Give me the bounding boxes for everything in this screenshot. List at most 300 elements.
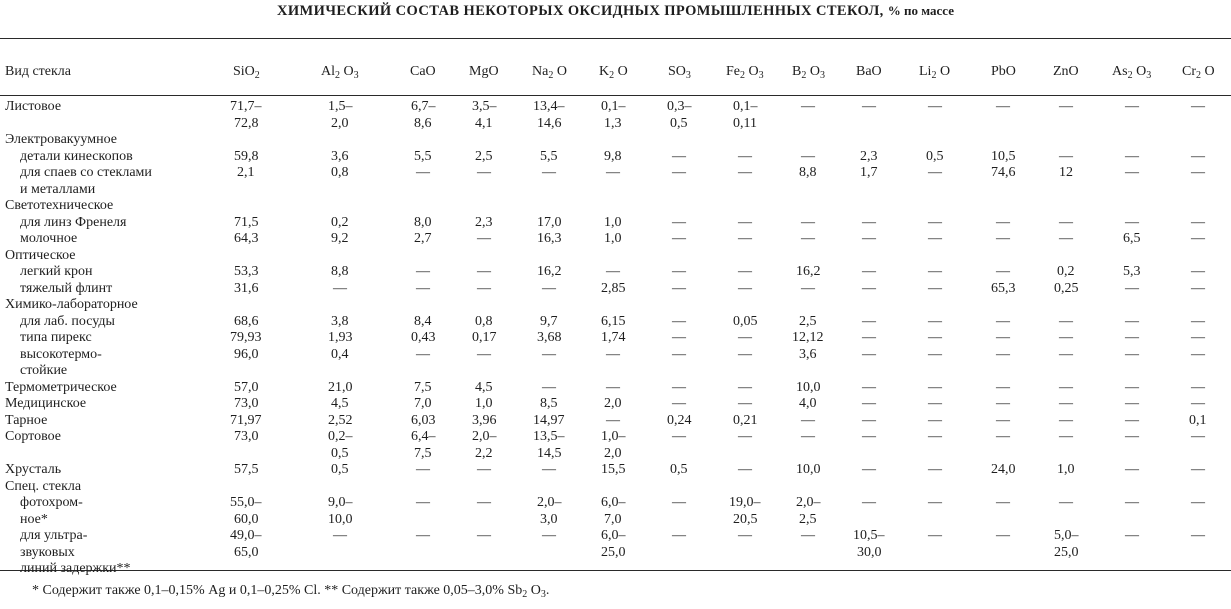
table-cell: — — [862, 379, 876, 395]
footnote-text-end: . — [545, 583, 550, 598]
table-cell: — — [1191, 214, 1205, 230]
table-cell: 10,5– — [853, 528, 885, 543]
table-cell: — — [477, 280, 491, 296]
table-row — [0, 479, 1231, 495]
table-cell: 9,7 — [540, 313, 558, 329]
table-cell: — — [477, 528, 491, 543]
table-cell: — — [672, 214, 686, 230]
table-cell: — — [416, 462, 430, 477]
table-cell: — — [862, 429, 876, 444]
table-cell: 0,3– — [667, 99, 692, 114]
table-cell: — — [416, 346, 430, 362]
table-cell: 12 — [1059, 165, 1073, 180]
table-row — [0, 215, 1231, 231]
column-header-oxide — [410, 64, 436, 80]
column-header-oxide — [792, 64, 825, 80]
column-header-oxide — [726, 64, 764, 80]
row-label: Листовое — [5, 99, 62, 114]
table-cell: — — [738, 346, 752, 362]
table-cell: — — [801, 412, 815, 428]
table-cell: — — [672, 330, 686, 345]
table-cell: 0,43 — [411, 330, 436, 345]
table-row — [0, 330, 1231, 346]
table-cell: — — [862, 280, 876, 296]
oxide-symbol: O — [1201, 64, 1215, 79]
table-cell: — — [606, 264, 620, 279]
table-cell: 5,3 — [1123, 264, 1141, 279]
table-cell: — — [606, 412, 620, 428]
oxide-subscript: 2 — [1127, 70, 1133, 81]
table-cell: 96,0 — [234, 346, 259, 362]
table-cell: — — [1191, 280, 1205, 296]
table-cell: 0,17 — [472, 330, 497, 345]
table-cell: — — [606, 346, 620, 362]
table-cell: — — [1059, 396, 1073, 411]
row-label: Спец. стекла — [5, 478, 82, 494]
table-cell: — — [928, 346, 942, 362]
table-cell: — — [928, 379, 942, 395]
table-cell: 72,8 — [234, 115, 259, 131]
column-header-oxide — [1182, 64, 1215, 80]
oxide-symbol: As — [1112, 64, 1128, 79]
table-cell: — — [542, 379, 556, 395]
table-cell: 79,93 — [230, 330, 262, 345]
table-cell: 19,0– — [729, 495, 761, 510]
table-cell: — — [333, 280, 347, 296]
table-cell: — — [801, 148, 815, 164]
table-cell: — — [672, 148, 686, 164]
oxide-subscript: 3 — [1146, 70, 1152, 81]
column-header-oxide — [1053, 64, 1079, 80]
table-cell: 14,97 — [533, 412, 565, 428]
table-cell: 0,1 — [1189, 412, 1207, 428]
table-cell: — — [862, 412, 876, 428]
table-cell: 7,5 — [414, 379, 432, 395]
row-label: Хрусталь — [5, 462, 62, 477]
table-cell: 10,0 — [796, 462, 821, 477]
table-cell: — — [801, 280, 815, 296]
table-cell: 2,85 — [601, 280, 626, 296]
table-cell: 2,0 — [331, 115, 349, 131]
table-cell: — — [1191, 165, 1205, 180]
table-cell: — — [738, 462, 752, 477]
table-cell: 20,5 — [733, 511, 758, 527]
table-cell: — — [1125, 429, 1139, 444]
table-cell: 1,0 — [604, 214, 622, 230]
table-cell: — — [738, 231, 752, 246]
row-label: и металлами — [20, 181, 96, 197]
oxide-symbol: BaO — [856, 64, 882, 79]
table-cell: — — [801, 429, 815, 444]
table-cell: 60,0 — [234, 511, 259, 527]
table-cell: 31,6 — [234, 280, 259, 296]
table-cell: — — [542, 462, 556, 477]
table-cell: — — [1191, 264, 1205, 279]
table-cell: 10,5 — [991, 148, 1016, 164]
table-cell: 3,0 — [540, 511, 558, 527]
table-title-main: ХИМИЧЕСКИЙ СОСТАВ НЕКОТОРЫХ ОКСИДНЫХ ПРОМЫШЛЕННЫХ СТЕКОЛ, — [277, 3, 884, 19]
table-cell: — — [996, 231, 1010, 246]
table-cell: — — [1125, 280, 1139, 296]
column-header-oxide — [668, 64, 691, 80]
table-cell: 3,6 — [799, 346, 817, 362]
table-cell: 0,4 — [331, 346, 349, 362]
table-cell: 25,0 — [601, 544, 626, 560]
oxide-symbol: K — [599, 64, 610, 79]
table-cell: 1,7 — [860, 165, 878, 180]
oxide-subscript: 2 — [548, 70, 554, 81]
table-cell: — — [416, 528, 430, 543]
table-cell: — — [1191, 148, 1205, 164]
table-cell: 8,8 — [799, 165, 817, 180]
table-cell: 1,74 — [601, 330, 626, 345]
table-cell: — — [672, 280, 686, 296]
table-cell: 21,0 — [328, 379, 353, 395]
table-cell: — — [672, 396, 686, 411]
table-cell: — — [1191, 495, 1205, 510]
row-label: фотохром- — [20, 495, 83, 510]
table-cell: 59,8 — [234, 148, 259, 164]
table-cell: — — [928, 165, 942, 180]
table-cell: 0,05 — [733, 313, 758, 329]
table-cell: — — [1125, 99, 1139, 114]
table-row — [0, 413, 1231, 429]
table-cell: 0,5 — [331, 445, 349, 461]
table-cell: — — [1059, 148, 1073, 164]
row-label: Химико-лабораторное — [5, 297, 138, 312]
row-label: для лаб. посуды — [20, 313, 115, 329]
table-cell: 9,0– — [328, 495, 353, 510]
row-label: Сортовое — [5, 429, 61, 444]
table-cell: 0,2 — [1057, 264, 1075, 279]
table-cell: — — [862, 264, 876, 279]
table-cell: — — [1125, 214, 1139, 230]
oxide-subscript: 2 — [254, 70, 260, 81]
table-cell: 14,6 — [537, 115, 562, 131]
table-cell: — — [862, 214, 876, 230]
table-cell: 0,1– — [733, 99, 758, 114]
table-cell: 65,3 — [991, 280, 1016, 296]
table-cell: 2,5 — [799, 511, 817, 527]
table-cell: 2,0– — [472, 429, 497, 444]
table-cell: 71,5 — [234, 214, 259, 230]
table-cell: — — [1059, 379, 1073, 395]
table-cell: — — [1125, 462, 1139, 477]
table-cell: 2,5 — [475, 148, 493, 164]
table-cell: 0,5 — [670, 462, 688, 477]
table-cell: — — [1125, 346, 1139, 362]
table-cell: — — [1191, 379, 1205, 395]
oxide-symbol: O — [936, 64, 951, 79]
oxide-subscript: 2 — [740, 70, 745, 81]
table-cell: — — [1059, 346, 1073, 362]
table-cell: — — [1125, 412, 1139, 428]
table-cell: — — [928, 396, 942, 411]
table-cell: 2,0– — [796, 495, 821, 510]
table-cell: — — [928, 313, 942, 329]
oxide-symbol: Cr — [1182, 64, 1196, 79]
footnote-text: * Содержит также 0,1–0,15% Ag и 0,1–0,25% Cl. ** Содержит также 0,05–3,0% Sb — [32, 583, 523, 598]
table-cell: 1,0 — [1057, 462, 1075, 477]
table-cell: — — [542, 346, 556, 362]
table-cell: 13,5– — [533, 429, 565, 444]
table-row — [0, 99, 1231, 115]
table-cell: 3,8 — [331, 313, 349, 329]
oxide-subscript: 2 — [1196, 70, 1201, 81]
oxide-subscript: 3 — [819, 70, 825, 81]
table-cell: — — [672, 264, 686, 279]
table-cell: — — [1191, 396, 1205, 411]
table-cell: 14,5 — [537, 445, 562, 461]
oxide-symbol: SO — [668, 64, 686, 79]
table-cell: — — [996, 396, 1010, 411]
row-label: Термометрическое — [5, 379, 117, 395]
table-cell: 64,3 — [234, 231, 259, 246]
oxide-symbol: SiO — [233, 64, 255, 79]
table-cell: 1,0– — [601, 429, 626, 444]
table-cell: — — [928, 330, 942, 345]
table-cell: 7,0 — [604, 511, 622, 527]
oxide-symbol: O — [553, 64, 567, 79]
oxide-symbol: O — [340, 64, 354, 79]
table-cell: 0,5 — [331, 462, 349, 477]
table-cell: — — [1191, 528, 1205, 543]
footnote-sub2: 3 — [540, 589, 546, 600]
table-cell: — — [672, 346, 686, 362]
table-cell: — — [1059, 429, 1073, 444]
row-label: ное* — [20, 511, 48, 527]
oxide-symbol: Fe — [726, 64, 740, 79]
table-cell: — — [928, 528, 942, 543]
table-row — [0, 495, 1231, 511]
table-cell: 2,5 — [799, 313, 817, 329]
table-cell: — — [1125, 165, 1139, 180]
table-cell: 2,3 — [860, 148, 878, 164]
oxide-symbol: MgO — [469, 64, 499, 79]
table-cell: 2,0 — [604, 396, 622, 411]
table-row — [0, 462, 1231, 478]
table-cell: 8,5 — [540, 396, 558, 411]
header-rule — [0, 95, 1231, 96]
table-row — [0, 264, 1231, 280]
table-cell: 3,6 — [331, 148, 349, 164]
footnote-sub1: 2 — [522, 589, 528, 600]
table-cell: — — [738, 528, 752, 543]
table-cell: — — [928, 412, 942, 428]
table-cell: — — [928, 280, 942, 296]
row-label: звуковых — [20, 544, 75, 560]
table-cell: — — [928, 264, 942, 279]
row-label: типа пирекс — [20, 330, 92, 345]
table-cell: 8,0 — [414, 214, 432, 230]
table-cell: 65,0 — [234, 544, 259, 560]
table-cell: 73,0 — [234, 429, 259, 444]
table-cell: 0,5 — [670, 115, 688, 131]
table-cell: 71,97 — [230, 412, 262, 428]
table-cell: 0,8 — [331, 165, 349, 180]
table-cell: 1,3 — [604, 115, 622, 131]
table-cell: — — [996, 214, 1010, 230]
table-cell: — — [862, 231, 876, 246]
table-cell: 4,1 — [475, 115, 493, 131]
table-cell: — — [928, 462, 942, 477]
row-label: Оптическое — [5, 247, 76, 263]
table-cell: — — [928, 99, 942, 114]
oxide-symbol: Al — [321, 64, 335, 79]
table-row — [0, 165, 1231, 181]
table-cell: — — [1125, 396, 1139, 411]
table-row — [0, 149, 1231, 165]
table-cell: — — [672, 231, 686, 246]
table-cell: — — [996, 528, 1010, 543]
table-cell: 49,0– — [230, 528, 262, 543]
table-cell: 73,0 — [234, 396, 259, 411]
table-cell: 55,0– — [230, 495, 262, 510]
table-cell: — — [672, 313, 686, 329]
table-cell: — — [477, 231, 491, 246]
table-cell: 0,2 — [331, 214, 349, 230]
column-header-oxide — [599, 64, 628, 80]
column-header-oxide — [233, 64, 260, 80]
table-cell: 6,03 — [411, 412, 436, 428]
table-cell: 3,68 — [537, 330, 562, 345]
table-cell: — — [996, 330, 1010, 345]
table-cell: — — [416, 264, 430, 279]
table-cell: 13,4– — [533, 99, 565, 114]
table-cell: 12,12 — [792, 330, 824, 345]
table-cell: — — [801, 528, 815, 543]
table-cell: — — [996, 379, 1010, 395]
oxide-symbol: O — [614, 64, 628, 79]
table-cell: — — [996, 313, 1010, 329]
table-cell: — — [542, 280, 556, 296]
table-cell: — — [416, 280, 430, 296]
table-row — [0, 528, 1231, 544]
table-cell: 0,21 — [733, 412, 758, 428]
table-cell: 10,0 — [328, 511, 353, 527]
oxide-symbol: ZnO — [1053, 64, 1079, 79]
table-cell: 68,6 — [234, 313, 259, 329]
table-cell: 2,0 — [604, 445, 622, 461]
row-label: детали кинескопов — [20, 148, 133, 164]
table-cell: — — [738, 214, 752, 230]
table-cell: — — [862, 313, 876, 329]
table-cell: 2,0– — [537, 495, 562, 510]
table-cell: 9,2 — [331, 231, 349, 246]
table-cell: 9,8 — [604, 148, 622, 164]
oxide-symbol: CaO — [410, 64, 436, 79]
table-cell: — — [738, 429, 752, 444]
table-cell: 1,0 — [475, 396, 493, 411]
table-cell: — — [928, 429, 942, 444]
footnote-text-o: O — [527, 583, 541, 598]
oxide-symbol: Li — [919, 64, 932, 79]
table-cell: 0,2– — [328, 429, 353, 444]
table-cell: — — [1059, 214, 1073, 230]
table-cell: — — [996, 264, 1010, 279]
table-cell: — — [1125, 495, 1139, 510]
table-cell: — — [996, 495, 1010, 510]
table-cell: 0,8 — [475, 313, 493, 329]
table-cell: — — [801, 231, 815, 246]
row-label: высокотермо- — [20, 346, 102, 362]
table-cell: 4,0 — [799, 396, 817, 411]
table-cell: — — [738, 379, 752, 395]
table-cell: — — [1125, 330, 1139, 345]
column-header-glass-type: Вид стекла — [5, 64, 72, 79]
table-row — [0, 446, 1231, 462]
table-cell: 8,8 — [331, 264, 349, 279]
table-cell: 3,5– — [472, 99, 497, 114]
table-cell: 74,6 — [991, 165, 1016, 180]
table-cell: 7,0 — [414, 396, 432, 411]
table-cell: 30,0 — [857, 544, 882, 560]
table-cell: 24,0 — [991, 462, 1016, 477]
table-cell: — — [1059, 99, 1073, 114]
table-cell: 1,93 — [328, 330, 353, 345]
table-cell: — — [1191, 99, 1205, 114]
table-row — [0, 363, 1231, 379]
row-label: Светотехническое — [5, 198, 114, 213]
row-label: стойкие — [20, 363, 68, 378]
table-row — [0, 231, 1231, 247]
table-title-unit: % по массе — [887, 3, 954, 18]
table-cell: — — [672, 165, 686, 180]
row-label: Медицинское — [5, 396, 87, 411]
table-cell: 8,4 — [414, 313, 432, 329]
table-cell: — — [1059, 495, 1073, 510]
row-label: для ультра- — [20, 528, 88, 543]
table-cell: — — [1191, 231, 1205, 246]
table-cell: — — [738, 148, 752, 164]
table-row — [0, 429, 1231, 445]
row-label: легкий крон — [20, 264, 93, 279]
table-cell: — — [606, 379, 620, 395]
column-header-oxide — [321, 64, 359, 80]
row-label: линий задержки** — [20, 561, 131, 576]
table-cell: — — [801, 99, 815, 114]
table-cell: 10,0 — [796, 379, 821, 395]
table-cell: — — [416, 495, 430, 510]
table-title — [0, 3, 1231, 20]
table-cell: 53,3 — [234, 264, 259, 279]
oxide-subscript: 3 — [685, 70, 691, 81]
table-cell: — — [672, 528, 686, 543]
table-row — [0, 198, 1231, 214]
footnote — [32, 583, 549, 599]
column-header-oxide — [856, 64, 882, 80]
table-cell: — — [738, 280, 752, 296]
table-cell: 6,5 — [1123, 231, 1141, 246]
table-cell: — — [542, 528, 556, 543]
table-row — [0, 396, 1231, 412]
table-cell: — — [1191, 346, 1205, 362]
oxide-subscript: 3 — [758, 70, 764, 81]
oxide-subscript: 2 — [335, 70, 340, 81]
table-cell: 2,3 — [475, 214, 493, 230]
table-row — [0, 545, 1231, 561]
table-cell: — — [996, 412, 1010, 428]
column-header-oxide — [532, 64, 567, 80]
oxide-subscript: 2 — [801, 70, 807, 81]
table-cell: 5,5 — [414, 148, 432, 164]
table-cell: — — [1191, 313, 1205, 329]
row-label: для линз Френеля — [20, 214, 127, 230]
table-cell: — — [477, 165, 491, 180]
table-cell: 57,5 — [234, 462, 259, 477]
table-cell: 8,6 — [414, 115, 432, 131]
table-cell: — — [672, 379, 686, 395]
